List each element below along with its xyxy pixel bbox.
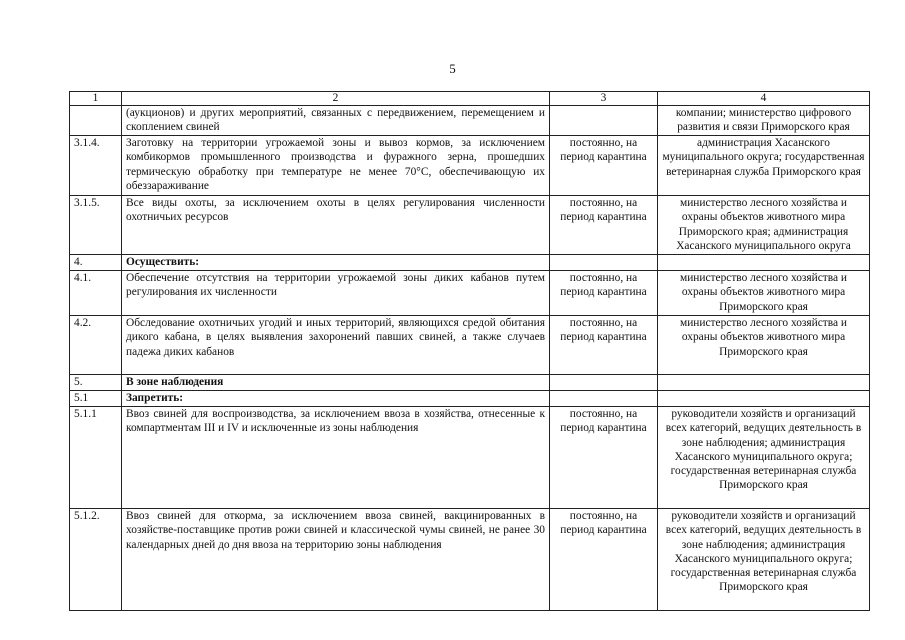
section-heading: Запретить: — [122, 391, 550, 407]
responsible-cell: руководители хозяйств и организаций всех категорий, ведущих деятельность в зоне наблюдения; администрация Хасанского муниципального округа; государственная ветеринарная служба Приморского края — [658, 407, 870, 509]
header-col-4: 4 — [658, 92, 870, 106]
measure-text: (аукционов) и других мероприятий, связанных с передвижением, перемещением и скоплением свиней — [122, 106, 550, 136]
table-row — [70, 255, 870, 271]
page-number: 5 — [449, 61, 456, 76]
header-col-3: 3 — [550, 92, 658, 106]
row-number: 4.2. — [70, 316, 122, 375]
responsible-cell: министерство лесного хозяйства и охраны объектов животного мира Приморского края; администрация Хасанского муниципального округа — [658, 196, 870, 255]
responsible-cell — [658, 391, 870, 407]
table-row — [70, 391, 870, 407]
period-cell: постоянно, на период карантина — [550, 196, 658, 255]
responsible-cell: министерство лесного хозяйства и охраны объектов животного мира Приморского края — [658, 316, 870, 375]
measure-text: Заготовку на территории угрожаемой зоны и вывоз кормов, за исключением комбикормов промышленного производства и фуражного зерна, прошедших термическую обработку при температуре не менее 70°С, обеспечивающую их обеззараживание — [122, 136, 550, 196]
period-cell — [550, 375, 658, 391]
row-number: 4.1. — [70, 271, 122, 316]
row-number: 3.1.5. — [70, 196, 122, 255]
measure-text: Обследование охотничьих угодий и иных территорий, являющихся средой обитания дикого кабана, в целях выявления захоронений павших свиней, а также случаев падежа диких кабанов — [122, 316, 550, 375]
period-cell: постоянно, на период карантина — [550, 407, 658, 509]
period-cell: постоянно, на период карантина — [550, 271, 658, 316]
table-row — [70, 375, 870, 391]
row-number: 4. — [70, 255, 122, 271]
measure-text: Ввоз свиней для воспроизводства, за исключением ввоза в хозяйства, отнесенные к компартментам III и IV и исключенные из зоны наблюдения — [122, 407, 550, 509]
responsible-cell — [658, 255, 870, 271]
measure-text: Все виды охоты, за исключением охоты в целях регулирования численности охотничьих ресурсов — [122, 196, 550, 255]
responsible-cell: компании; министерство цифрового развития и связи Приморского края — [658, 106, 870, 136]
table-row — [70, 196, 870, 255]
period-cell: постоянно, на период карантина — [550, 509, 658, 611]
row-number: 5.1 — [70, 391, 122, 407]
row-number: 5.1.1 — [70, 407, 122, 509]
row-number: 5. — [70, 375, 122, 391]
responsible-cell: министерство лесного хозяйства и охраны объектов животного мира Приморского края — [658, 271, 870, 316]
measure-text: Ввоз свиней для откорма, за исключением ввоза свиней, вакцинированных в хозяйстве-поставщике против рожи свиней и классической чумы свиней, не ранее 30 календарных дней до дня ввоза на территорию зоны наблюдения — [122, 509, 550, 611]
table-row — [70, 407, 870, 509]
table-row — [70, 106, 870, 136]
header-col-2: 2 — [122, 92, 550, 106]
measures-table — [69, 91, 870, 611]
period-cell: постоянно, на период карантина — [550, 136, 658, 196]
table-row — [70, 136, 870, 196]
row-number: 5.1.2. — [70, 509, 122, 611]
period-cell — [550, 255, 658, 271]
table-header-row — [70, 92, 870, 106]
header-col-1: 1 — [70, 92, 122, 106]
responsible-cell: руководители хозяйств и организаций всех категорий, ведущих деятельность в зоне наблюдения; администрация Хасанского муниципального округа; государственная ветеринарная служба Приморского края — [658, 509, 870, 611]
period-cell: постоянно, на период карантина — [550, 316, 658, 375]
table-row — [70, 316, 870, 375]
row-number: 3.1.4. — [70, 136, 122, 196]
measure-text: Обеспечение отсутствия на территории угрожаемой зоны диких кабанов путем регулирования их численности — [122, 271, 550, 316]
section-heading: Осуществить: — [122, 255, 550, 271]
table-row — [70, 509, 870, 611]
section-heading: В зоне наблюдения — [122, 375, 550, 391]
period-cell — [550, 391, 658, 407]
responsible-cell — [658, 375, 870, 391]
row-number — [70, 106, 122, 136]
responsible-cell: администрация Хасанского муниципального округа; государственная ветеринарная служба Приморского края — [658, 136, 870, 196]
table-row — [70, 271, 870, 316]
period-cell — [550, 106, 658, 136]
